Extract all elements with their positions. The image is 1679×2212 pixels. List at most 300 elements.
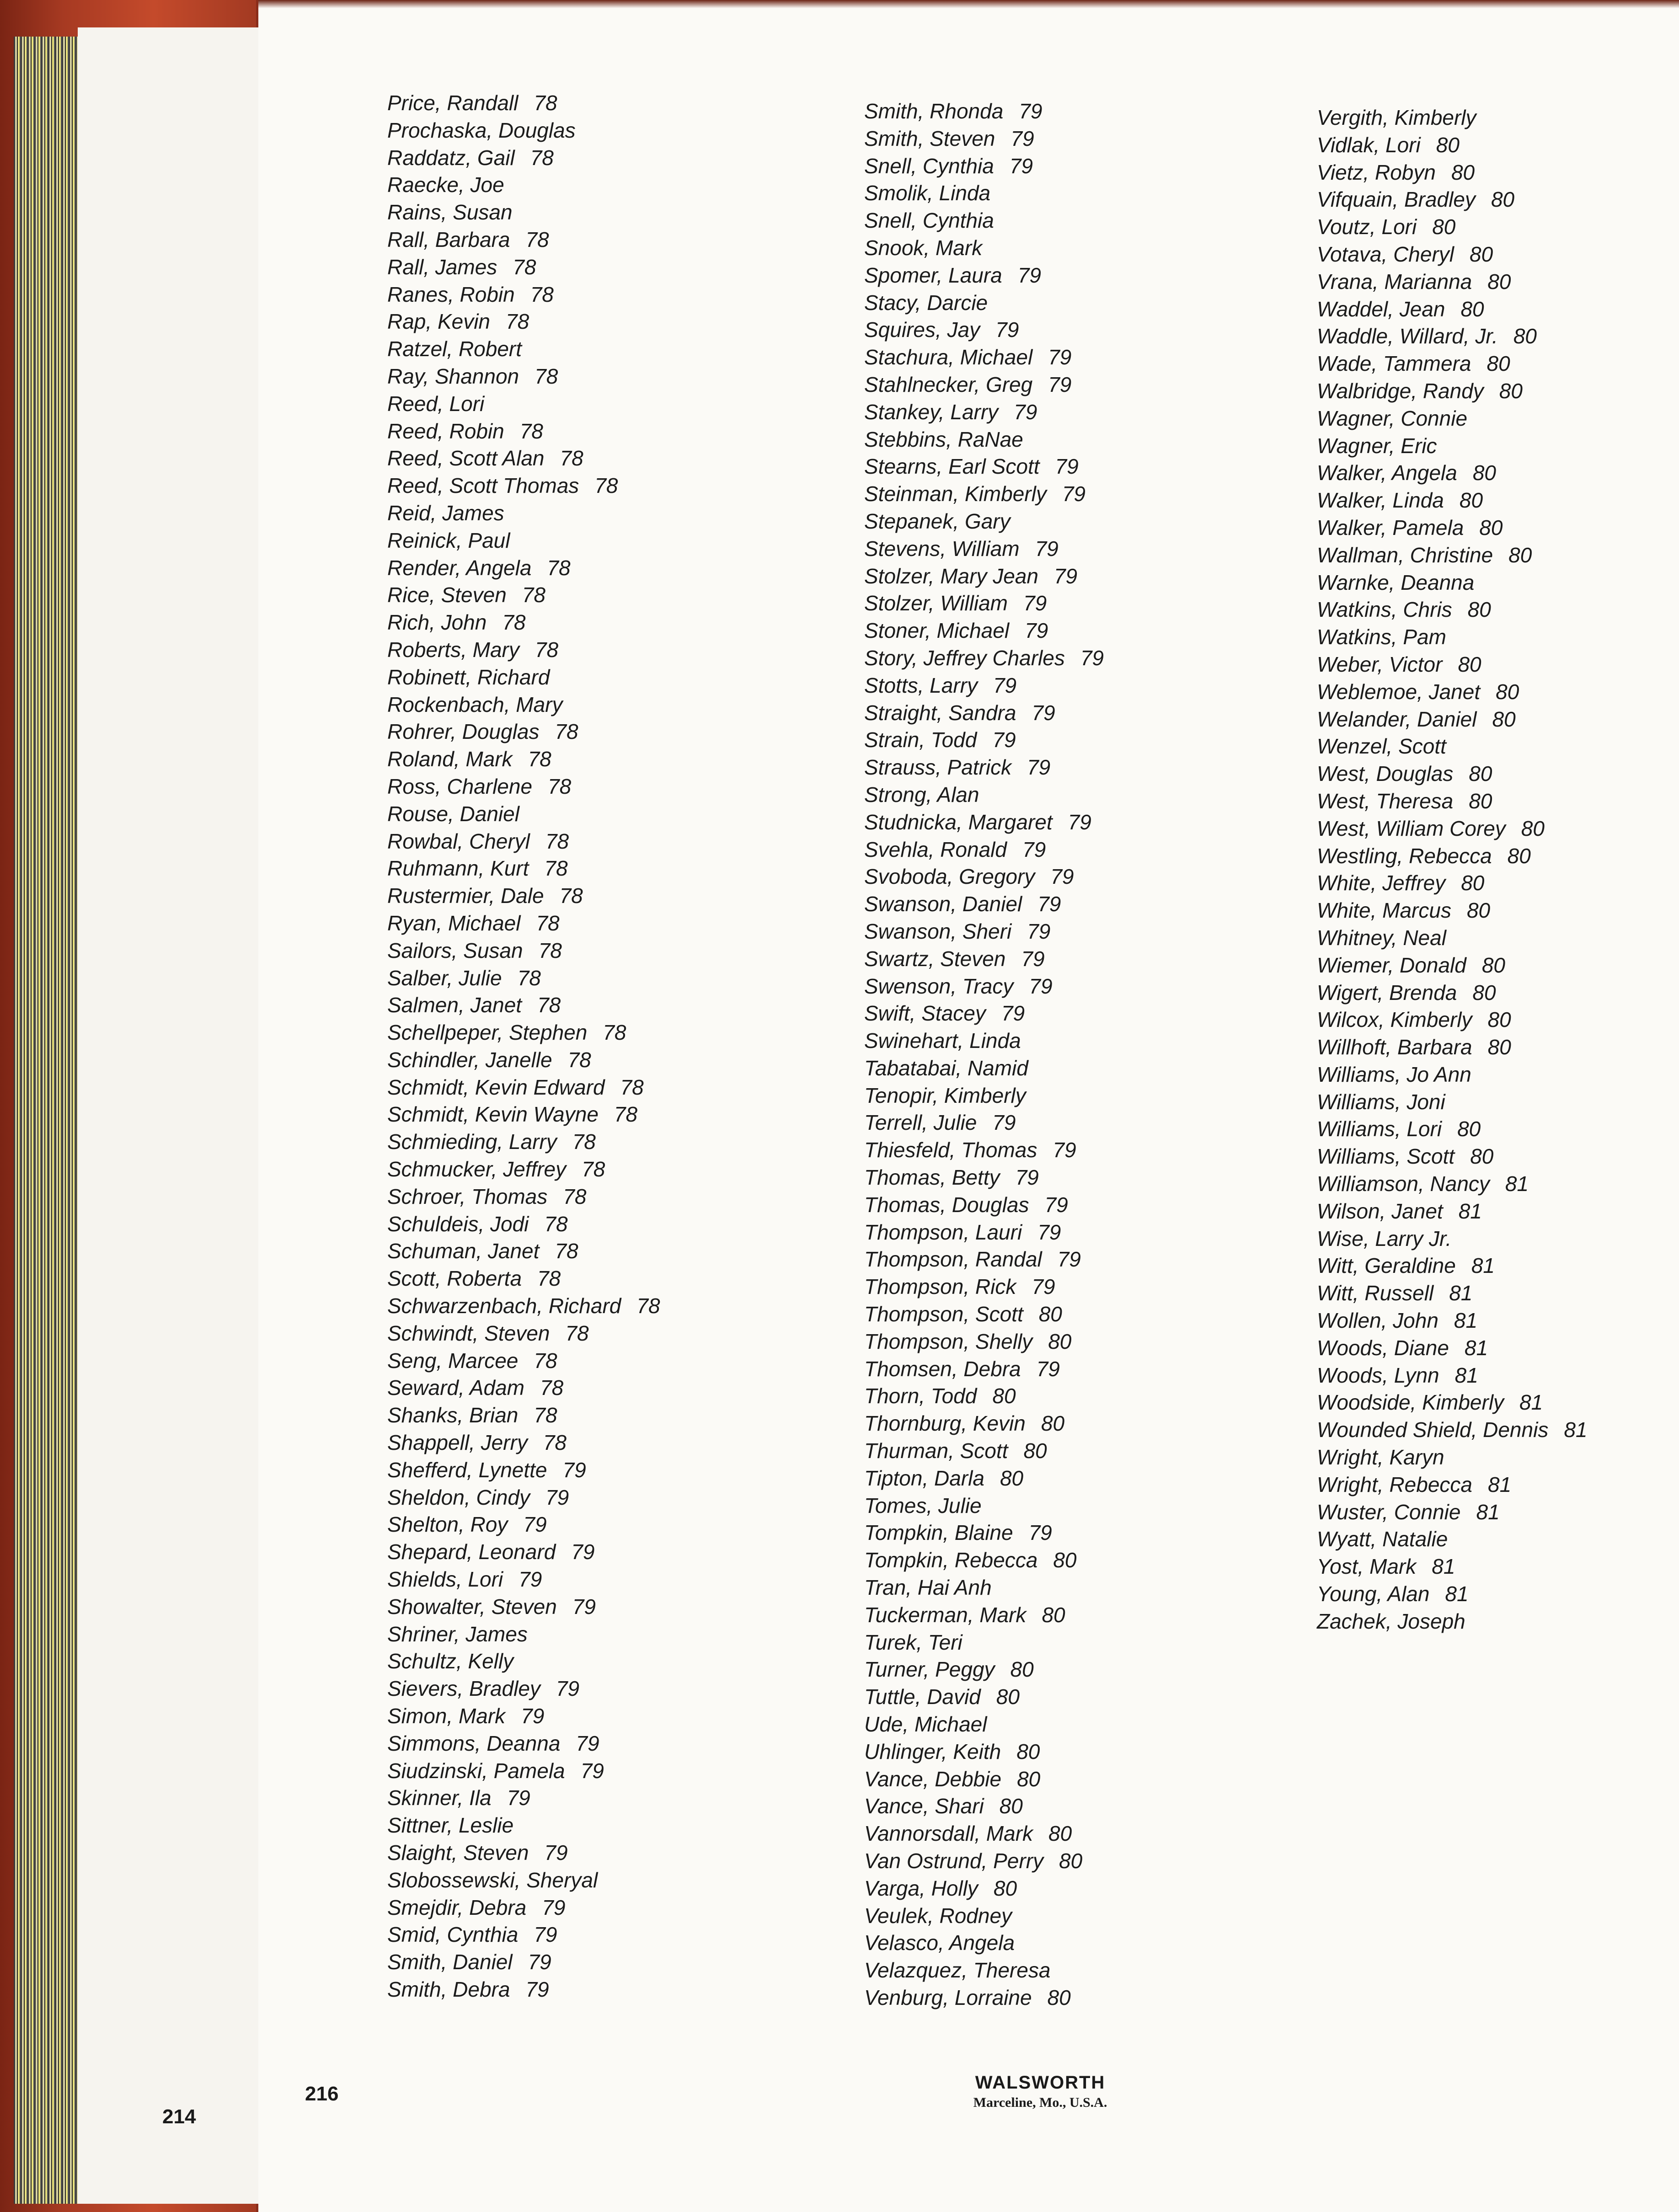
index-entry: [1317, 870, 1679, 897]
entry-name: Vance, Shari: [864, 1794, 984, 1818]
entry-page-ref: 80: [1059, 1849, 1083, 1873]
entry-page-ref: 79: [525, 1977, 549, 2001]
entry-page-ref: 79: [1011, 126, 1034, 150]
entry-page-ref: 79: [1036, 1357, 1060, 1381]
index-entry: [1317, 979, 1679, 1007]
entry-page-ref: 79: [1053, 564, 1078, 588]
entry-page-ref: 78: [525, 227, 549, 251]
index-entry: [864, 918, 1285, 946]
index-entry: [387, 1484, 808, 1512]
index-entry: [1317, 651, 1679, 679]
index-entry: [387, 445, 808, 472]
entry-page-ref: 78: [528, 747, 551, 771]
entry-page-ref: 80: [1479, 515, 1503, 540]
entry-page-ref: 79: [1022, 837, 1046, 861]
index-entry: [387, 336, 808, 363]
index-page: [258, 0, 1679, 2212]
entry-name: Stebbins, RaNae: [864, 427, 1023, 451]
entry-name: Young, Alan: [1317, 1582, 1430, 1606]
entry-name: Ude, Michael: [864, 1712, 987, 1736]
index-entry: [387, 1402, 808, 1429]
index-entry: [864, 809, 1285, 836]
index-entry: [1317, 1499, 1679, 1526]
entry-name: Tabatabai, Namid: [864, 1056, 1028, 1080]
index-entry: [387, 1621, 808, 1648]
entry-name: Swenson, Tracy: [864, 974, 1014, 998]
entry-page-ref: 78: [544, 856, 568, 881]
entry-page-ref: 80: [1487, 269, 1511, 294]
entry-page-ref: 78: [506, 310, 529, 334]
index-entry: [864, 1957, 1285, 1984]
entry-name: Stotts, Larry: [864, 673, 978, 697]
entry-page-ref: 81: [1471, 1254, 1495, 1278]
entry-name: Stearns, Earl Scott: [864, 454, 1040, 479]
entry-page-ref: 80: [996, 1685, 1020, 1709]
index-entry: [1317, 1335, 1679, 1362]
entry-name: Weber, Victor: [1317, 652, 1443, 676]
index-entry: [1317, 1116, 1679, 1143]
entry-name: Welander, Daniel: [1317, 707, 1477, 731]
entry-page-ref: 79: [1027, 755, 1051, 780]
index-entry: [864, 1519, 1285, 1547]
index-entry: [864, 1602, 1285, 1629]
entry-page-ref: 80: [1469, 762, 1492, 786]
index-entry: [387, 855, 808, 882]
index-entry: [864, 1984, 1285, 2012]
index-entry: [387, 1101, 808, 1128]
index-entry: [387, 555, 808, 582]
entry-name: Woods, Diane: [1317, 1336, 1449, 1360]
entry-page-ref: 78: [517, 966, 541, 990]
entry-name: Rustermier, Dale: [387, 884, 544, 908]
entry-page-ref: 79: [523, 1512, 547, 1537]
entry-name: Wallman, Christine: [1317, 543, 1493, 567]
entry-page-ref: 79: [1014, 400, 1037, 424]
entry-name: Thomsen, Debra: [864, 1357, 1021, 1381]
page-top-shadow: [258, 0, 1679, 8]
entry-name: Smith, Debra: [387, 1977, 510, 2001]
entry-name: Weblemoe, Janet: [1317, 679, 1481, 704]
entry-name: Stevens, William: [864, 536, 1020, 561]
entry-name: Wagner, Connie: [1317, 406, 1468, 430]
printer-imprint: [903, 2073, 1177, 2110]
entry-name: Vietz, Robyn: [1317, 160, 1436, 184]
index-entry: [387, 1566, 808, 1593]
entry-page-ref: 78: [548, 774, 572, 798]
entry-page-ref: 78: [572, 1130, 596, 1154]
entry-page-ref: 79: [562, 1458, 586, 1482]
entry-name: Swartz, Steven: [864, 946, 1006, 971]
index-entry: [864, 1902, 1285, 1930]
entry-name: Spomer, Laura: [864, 263, 1002, 287]
index-entry: [1317, 241, 1679, 268]
entry-name: Thompson, Randal: [864, 1247, 1042, 1272]
entry-name: Squires, Jay: [864, 318, 980, 342]
entry-page-ref: 79: [1048, 345, 1072, 369]
index-entry: [1317, 679, 1679, 706]
index-entry: [1317, 514, 1679, 542]
entry-name: Votava, Cheryl: [1317, 242, 1454, 266]
entry-name: Slobossewski, Sheryal: [387, 1868, 598, 1892]
entry-name: Ryan, Michael: [387, 911, 521, 935]
entry-page-ref: 80: [1000, 1466, 1024, 1490]
entry-page-ref: 80: [1459, 488, 1483, 513]
entry-name: Tuttle, David: [864, 1685, 981, 1709]
entry-page-ref: 80: [999, 1794, 1023, 1818]
entry-page-ref: 78: [594, 474, 618, 498]
entry-page-ref: 80: [1053, 1548, 1077, 1572]
entry-name: West, Theresa: [1317, 789, 1454, 813]
entry-page-ref: 78: [530, 145, 554, 170]
index-entry: [1317, 1526, 1679, 1553]
entry-page-ref: 79: [580, 1758, 604, 1783]
entry-page-ref: 80: [1470, 242, 1493, 266]
entry-name: Westling, Rebecca: [1317, 844, 1492, 868]
entry-page-ref: 79: [1015, 1165, 1039, 1190]
entry-page-ref: 80: [993, 1876, 1017, 1900]
index-entry: [387, 1074, 808, 1101]
entry-page-ref: 78: [545, 829, 569, 853]
entry-name: Shriner, James: [387, 1622, 528, 1646]
entry-name: Prochaska, Douglas: [387, 118, 576, 142]
index-entry: [864, 344, 1285, 371]
entry-name: Roberts, Mary: [387, 637, 519, 662]
entry-page-ref: 78: [534, 1348, 557, 1373]
entry-name: Schmucker, Jeffrey: [387, 1157, 567, 1181]
index-entry: [1317, 268, 1679, 296]
entry-page-ref: 80: [1492, 707, 1516, 731]
entry-name: Shanks, Brian: [387, 1403, 519, 1427]
index-entry: [387, 527, 808, 555]
entry-page-ref: 80: [1038, 1302, 1062, 1326]
index-entry: [1317, 706, 1679, 733]
entry-page-ref: 78: [534, 1403, 557, 1427]
index-entry: [1317, 1471, 1679, 1499]
entry-name: Svoboda, Gregory: [864, 865, 1035, 889]
entry-name: Wade, Tammera: [1317, 352, 1471, 376]
index-entry: [387, 1648, 808, 1675]
index-entry: [864, 1437, 1285, 1465]
entry-page-ref: 81: [1564, 1418, 1588, 1442]
index-entry: [864, 1027, 1285, 1055]
entry-page-ref: 78: [555, 720, 578, 744]
entry-page-ref: 80: [1023, 1439, 1047, 1463]
index-entry: [387, 965, 808, 992]
index-entry: [1317, 214, 1679, 241]
entry-page-ref: 79: [1057, 1247, 1081, 1272]
index-entry: [864, 863, 1285, 891]
entry-name: Ray, Shannon: [387, 364, 519, 388]
index-entry: [387, 1293, 808, 1320]
entry-name: West, William Corey: [1317, 816, 1506, 840]
entry-page-ref: 80: [992, 1384, 1016, 1408]
index-entry: [387, 801, 808, 828]
entry-name: Thompson, Shelly: [864, 1329, 1033, 1353]
entry-page-ref: 80: [1048, 1822, 1072, 1846]
index-entry: [1317, 159, 1679, 187]
entry-name: Ruhmann, Kurt: [387, 856, 529, 881]
entry-page-ref: 79: [1029, 974, 1053, 998]
index-entry: [1317, 350, 1679, 378]
entry-page-ref: 80: [1472, 980, 1496, 1004]
entry-name: Reid, James: [387, 501, 504, 525]
entry-name: Rockenbach, Mary: [387, 692, 563, 716]
entry-name: Reed, Scott Alan: [387, 446, 545, 470]
index-entry: [387, 1374, 808, 1402]
entry-name: Thorn, Todd: [864, 1384, 977, 1408]
index-entry: [387, 1921, 808, 1949]
entry-name: Rains, Susan: [387, 200, 513, 224]
index-entry: [1317, 104, 1679, 132]
index-entry: [387, 1949, 808, 1976]
entry-page-ref: 78: [614, 1102, 638, 1127]
entry-name: White, Jeffrey: [1317, 871, 1446, 895]
index-entry: [1317, 1170, 1679, 1198]
entry-page-ref: 80: [1513, 324, 1537, 348]
entry-name: Wyatt, Natalie: [1317, 1527, 1448, 1551]
entry-name: Thompson, Rick: [864, 1275, 1016, 1299]
index-entry: [387, 1019, 808, 1047]
entry-page-ref: 80: [1048, 1329, 1072, 1353]
entry-name: Thornburg, Kevin: [864, 1411, 1026, 1436]
entry-page-ref: 80: [1499, 379, 1523, 403]
index-entry: [387, 390, 808, 418]
entry-page-ref: 81: [1464, 1336, 1488, 1360]
index-entry: [864, 836, 1285, 864]
entry-page-ref: 78: [536, 911, 560, 935]
index-entry: [864, 1055, 1285, 1082]
entry-name: Stoner, Michael: [864, 619, 1010, 643]
entry-name: Whitney, Neal: [1317, 925, 1446, 950]
index-entry: [387, 363, 808, 390]
entry-name: Reed, Lori: [387, 391, 485, 416]
index-entry: [387, 1593, 808, 1621]
index-entry: [864, 1629, 1285, 1656]
index-entry: [864, 1848, 1285, 1875]
entry-page-ref: 79: [571, 1540, 595, 1564]
index-entry: [1317, 323, 1679, 350]
entry-page-ref: 79: [521, 1704, 545, 1728]
index-entry: [387, 1211, 808, 1238]
index-entry: [864, 891, 1285, 918]
entry-page-ref: 79: [1009, 154, 1033, 178]
entry-name: Wenzel, Scott: [1317, 734, 1446, 759]
entry-page-ref: 79: [556, 1677, 580, 1701]
entry-page-ref: 80: [1432, 215, 1456, 239]
index-entry: [864, 1246, 1285, 1273]
index-entry: [864, 1410, 1285, 1437]
entry-page-ref: 79: [544, 1841, 568, 1865]
index-entry: [864, 1082, 1285, 1110]
entry-page-ref: 79: [1023, 591, 1047, 615]
entry-name: Williams, Scott: [1317, 1144, 1455, 1169]
index-entry: [387, 937, 808, 965]
entry-name: Wilcox, Kimberly: [1317, 1008, 1472, 1032]
index-entry: [387, 1839, 808, 1867]
index-entry: [864, 1137, 1285, 1164]
index-entry: [1317, 897, 1679, 924]
index-entry: [864, 1574, 1285, 1602]
entry-page-ref: 80: [1458, 652, 1481, 676]
entry-name: Schellpeper, Stephen: [387, 1021, 588, 1045]
entry-page-ref: 79: [1048, 372, 1072, 396]
entry-name: Walker, Linda: [1317, 488, 1444, 513]
entry-page-ref: 80: [1041, 1411, 1065, 1436]
entry-name: Witt, Geraldine: [1317, 1254, 1456, 1278]
entry-page-ref: 78: [555, 1239, 578, 1263]
entry-page-ref: 81: [1432, 1555, 1455, 1579]
entry-name: Shelton, Roy: [387, 1512, 508, 1537]
entry-page-ref: 80: [1460, 297, 1484, 321]
index-column-2: [864, 98, 1285, 2012]
index-entry: [387, 773, 808, 801]
entry-name: Thurman, Scott: [864, 1439, 1008, 1463]
entry-name: Smith, Steven: [864, 126, 995, 150]
index-entry: [1317, 1389, 1679, 1416]
entry-name: Waddel, Jean: [1317, 297, 1445, 321]
index-entry: [1317, 843, 1679, 870]
index-entry: [387, 1265, 808, 1293]
entry-name: Williams, Jo Ann: [1317, 1062, 1471, 1086]
index-entry: [1317, 296, 1679, 323]
entry-name: Shappell, Jerry: [387, 1431, 528, 1455]
index-entry: [1317, 186, 1679, 214]
entry-name: Simmons, Deanna: [387, 1731, 561, 1755]
entry-name: Scott, Roberta: [387, 1266, 522, 1291]
entry-name: Schroer, Thomas: [387, 1184, 548, 1208]
entry-page-ref: 79: [534, 1923, 557, 1947]
index-entry: [387, 1511, 808, 1539]
entry-page-ref: 80: [1472, 461, 1497, 485]
entry-name: Van Ostrund, Perry: [864, 1849, 1044, 1873]
entry-name: Slaight, Steven: [387, 1841, 529, 1865]
entry-name: Snell, Cynthia: [864, 154, 994, 178]
entry-page-ref: 79: [545, 1485, 569, 1509]
printer-name: WALSWORTH: [975, 2073, 1106, 2093]
index-entry: [1317, 1307, 1679, 1335]
index-entry: [864, 1492, 1285, 1520]
entry-page-ref: 78: [559, 884, 583, 908]
entry-name: Shefferd, Lynette: [387, 1458, 547, 1482]
index-entry: [1317, 1006, 1679, 1034]
entry-name: Watkins, Chris: [1317, 598, 1452, 622]
entry-name: Woods, Lynn: [1317, 1363, 1439, 1387]
index-entry: [864, 781, 1285, 809]
index-entry: [1317, 542, 1679, 569]
entry-page-ref: 78: [636, 1294, 660, 1318]
entry-page-ref: 78: [502, 610, 526, 635]
entry-page-ref: 78: [547, 556, 571, 580]
entry-page-ref: 78: [534, 91, 557, 115]
entry-page-ref: 79: [542, 1895, 566, 1919]
entry-name: Rice, Steven: [387, 583, 507, 607]
index-entry: [864, 1820, 1285, 1848]
entry-name: Seng, Marcee: [387, 1348, 519, 1373]
entry-page-ref: 79: [1001, 1001, 1025, 1026]
entry-name: Rall, James: [387, 255, 497, 279]
entry-name: Reinick, Paul: [387, 528, 510, 552]
entry-name: Thomas, Betty: [864, 1165, 1000, 1190]
entry-name: Tipton, Darla: [864, 1466, 984, 1490]
index-entry: [1317, 733, 1679, 760]
index-entry: [387, 1539, 808, 1566]
entry-name: Wise, Larry Jr.: [1317, 1226, 1452, 1250]
entry-name: Wuster, Connie: [1317, 1500, 1461, 1524]
index-entry: [1317, 952, 1679, 979]
entry-page-ref: 80: [1047, 1985, 1071, 2009]
entry-name: Rowbal, Cheryl: [387, 829, 530, 853]
entry-page-ref: 79: [528, 1950, 551, 1974]
entry-name: Walker, Pamela: [1317, 515, 1464, 540]
entry-name: Turner, Peggy: [864, 1657, 995, 1682]
index-entry: [864, 590, 1285, 617]
entry-page-ref: 79: [1053, 1138, 1076, 1162]
entry-page-ref: 80: [1481, 953, 1506, 977]
page-number: 216: [305, 2083, 339, 2105]
index-entry: [864, 399, 1285, 426]
index-entry: [387, 1758, 808, 1785]
entry-name: Schuman, Janet: [387, 1239, 540, 1263]
entry-page-ref: 80: [1461, 871, 1485, 895]
entry-name: Schmidt, Kevin Edward: [387, 1075, 605, 1099]
entry-name: Raddatz, Gail: [387, 145, 515, 170]
index-entry: [1317, 405, 1679, 433]
entry-page-ref: 79: [1037, 1220, 1061, 1244]
entry-page-ref: 81: [1476, 1500, 1500, 1524]
index-entry: [387, 418, 808, 445]
entry-name: Turek, Teri: [864, 1630, 962, 1654]
index-column-1: [387, 90, 808, 2004]
entry-name: Reed, Scott Thomas: [387, 474, 579, 498]
entry-name: Straight, Sandra: [864, 700, 1016, 725]
index-entry: [387, 199, 808, 226]
entry-name: Vance, Debbie: [864, 1767, 1002, 1791]
entry-page-ref: 80: [1491, 187, 1515, 212]
index-entry: [864, 754, 1285, 781]
entry-name: Tompkin, Rebecca: [864, 1548, 1038, 1572]
entry-name: Thomas, Douglas: [864, 1192, 1029, 1217]
entry-page-ref: 78: [620, 1075, 644, 1099]
entry-page-ref: 79: [572, 1594, 596, 1619]
index-entry: [387, 254, 808, 281]
index-entry: [1317, 433, 1679, 460]
entry-name: Smejdir, Debra: [387, 1895, 527, 1919]
entry-name: Williamson, Nancy: [1317, 1172, 1490, 1196]
entry-page-ref: 78: [537, 1266, 561, 1291]
index-entry: [387, 308, 808, 336]
index-entry: [387, 691, 808, 719]
entry-name: Vidlak, Lori: [1317, 133, 1421, 157]
index-entry: [1317, 1444, 1679, 1471]
entry-page-ref: 80: [1487, 352, 1510, 376]
entry-name: Smid, Cynthia: [387, 1923, 519, 1947]
index-entry: [864, 1465, 1285, 1492]
index-entry: [864, 563, 1285, 590]
entry-page-ref: 78: [544, 1212, 568, 1236]
entry-page-ref: 80: [1487, 1035, 1511, 1059]
index-entry: [1317, 788, 1679, 815]
index-entry: [864, 1328, 1285, 1356]
entry-page-ref: 78: [560, 446, 583, 470]
entry-name: Salmen, Janet: [387, 993, 522, 1017]
entry-name: Studnicka, Margaret: [864, 810, 1053, 834]
entry-name: Price, Randall: [387, 91, 519, 115]
entry-page-ref: 80: [1017, 1767, 1041, 1791]
entry-page-ref: 79: [507, 1786, 530, 1810]
entry-name: Stachura, Michael: [864, 345, 1033, 369]
index-entry: [387, 582, 808, 609]
index-entry: [864, 973, 1285, 1000]
